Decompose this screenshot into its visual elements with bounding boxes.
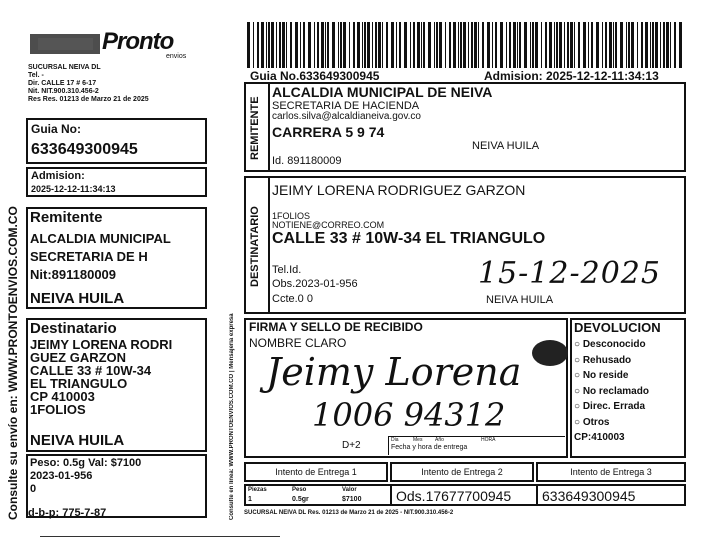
piezas-value: 1: [248, 496, 252, 503]
destinatario-line: JEIMY LORENA RODRI: [30, 337, 173, 352]
barcode-bar: [353, 22, 355, 68]
barcode-bar: [372, 22, 373, 68]
barcode-bar: [327, 22, 329, 68]
barcode-bar: [421, 22, 422, 68]
barcode-bar: [517, 22, 518, 68]
barcode-bar: [674, 22, 676, 68]
barcode-bar: [637, 22, 638, 68]
remitente-id: Id. 891180009: [272, 155, 342, 167]
barcode-bar: [463, 22, 466, 68]
handwritten-date: 15-12-2025: [478, 256, 661, 291]
barcode-bar: [271, 22, 274, 68]
barcode: [245, 22, 685, 70]
barcode-bar: [583, 22, 586, 68]
footer-note: SUCURSAL NEIVA DL Res. 01213 de Marzo 21 de 2025 - NIT.900.310.456-2: [244, 510, 454, 516]
barcode-bar: [317, 22, 319, 68]
barcode-bar: [300, 22, 301, 68]
firma-title: FIRMA Y SELLO DE RECIBIDO: [249, 320, 423, 334]
barcode-bar: [626, 22, 627, 68]
barcode-bar: [532, 22, 534, 68]
barcode-bar: [554, 22, 555, 68]
barcode-bar: [247, 22, 250, 68]
barcode-bar: [391, 22, 394, 68]
destinatario-city: NEIVA HUILA: [486, 294, 554, 306]
valor-value: $7100: [342, 496, 362, 503]
remitente-dept: SECRETARIA DE HACIENDA: [272, 100, 420, 112]
guia-box: [26, 118, 207, 164]
barcode-bar: [340, 22, 342, 68]
barcode-bar: [487, 22, 490, 68]
barcode-bar: [613, 22, 614, 68]
destinatario-line: 1FOLIOS: [30, 402, 86, 417]
barcode-bar: [609, 22, 612, 68]
nombre-claro-label: NOMBRE CLARO: [249, 336, 347, 350]
destinatario-line: CALLE 33 # 10W-34: [30, 363, 152, 378]
barcode-bar: [478, 22, 479, 68]
barcode-bar: [338, 22, 339, 68]
devolucion-option[interactable]: [574, 399, 649, 415]
destinatario-line: EL TRIANGULO: [30, 376, 128, 391]
bottom-row: [244, 484, 686, 506]
guia-label: Guia No:: [31, 122, 81, 136]
branch-line: SUCURSAL NEIVA DL: [28, 64, 101, 71]
barcode-bar: [458, 22, 459, 68]
guia-header: Guia No.633649300945: [250, 69, 380, 83]
barcode-bar: [314, 22, 315, 68]
barcode-bar: [524, 22, 527, 68]
remitente-address: CARRERA 5 9 74: [272, 124, 385, 140]
fecha-line: 2023-01-956: [30, 470, 93, 482]
company-logo: [30, 30, 205, 58]
signature: Jeimy Lorena: [266, 350, 522, 394]
remitente-name: ALCALDIA MUNICIPAL DE NEIVA: [272, 84, 493, 100]
barcode-bar: [620, 22, 623, 68]
remitente-line: SECRETARIA DE H: [30, 249, 148, 264]
guia-number: 633649300945: [31, 141, 138, 158]
peso-value: 0.5gr: [292, 496, 309, 503]
barcode-bar: [349, 22, 350, 68]
fecha-entrega-label: Fecha y hora de entrega: [391, 444, 468, 451]
intento-3: Intento de Entrega 3: [536, 462, 686, 482]
barcode-bar: [655, 22, 658, 68]
barcode-bar: [559, 22, 562, 68]
barcode-bar: [428, 22, 431, 68]
fecha-entrega-box: [388, 436, 565, 455]
barcode-bar: [399, 22, 401, 68]
radio-circle-icon: ○: [574, 385, 583, 397]
barcode-bar: [434, 22, 435, 68]
devolucion-option[interactable]: [574, 368, 649, 384]
destinatario-line: CP 410003: [30, 389, 95, 404]
option-label: Direc. Errada: [582, 401, 646, 412]
option-label: Otros: [582, 416, 610, 428]
destinatario-email: NOTIENE@CORREO.COM: [272, 220, 385, 230]
barcode-bar: [628, 22, 630, 68]
barcode-bar: [261, 22, 264, 68]
barcode-bar: [605, 22, 607, 68]
barcode-bar: [495, 22, 497, 68]
barcode-bar: [570, 22, 573, 68]
barcode-bar: [367, 22, 370, 68]
destinatario-side-label: DESTINATARIO: [249, 206, 261, 288]
barcode-bar: [663, 22, 665, 68]
barcode-bar: [468, 22, 469, 68]
logo-subtext: envios: [166, 53, 187, 60]
peso-line: Peso: 0.5g Val: $7100: [30, 457, 142, 469]
admision-label: Admision:: [31, 170, 85, 182]
barcode-bar: [482, 22, 484, 68]
barcode-bar: [519, 22, 521, 68]
piezas-label: Piezas: [248, 487, 267, 493]
ods-number: Ods.17677700945: [396, 488, 512, 504]
remitente-email: carlos.silva@alcaldianeiva.gov.co: [272, 111, 421, 122]
barcode-bar: [396, 22, 397, 68]
destinatario-city: NEIVA HUILA: [30, 432, 125, 449]
barcode-bar: [282, 22, 285, 68]
barcode-bar: [332, 22, 335, 68]
barcode-bar: [541, 22, 542, 68]
branch-line: Nit. NIT.900.310.456-2: [28, 88, 99, 95]
barcode-bar: [535, 22, 538, 68]
barcode-bar: [410, 22, 411, 68]
barcode-graphic: [245, 22, 685, 70]
option-label: No reclamado: [582, 385, 649, 397]
devolucion-option[interactable]: [574, 415, 649, 431]
barcode-bar: [652, 22, 654, 68]
vertical-tracking-note: Consulte su envío en: WWW.PRONTOENVIOS.COM.CO: [6, 206, 20, 520]
devolucion-option[interactable]: [574, 353, 649, 369]
admision-box: [26, 167, 207, 197]
barcode-bar: [357, 22, 360, 68]
barcode-bar: [567, 22, 569, 68]
barcode-bar: [591, 22, 593, 68]
devolucion-option[interactable]: [574, 337, 649, 353]
dd-label: Mes: [413, 437, 423, 443]
barcode-bar: [413, 22, 415, 68]
barcode-bar: [382, 22, 383, 68]
destinatario-obs: Obs.2023-01-956: [272, 278, 358, 290]
peso-label: Peso: [292, 487, 307, 493]
barcode-bar: [362, 22, 363, 68]
barcode-bar: [564, 22, 565, 68]
barcode-bar: [439, 22, 442, 68]
barcode-bar: [500, 22, 503, 68]
barcode-bar: [545, 22, 547, 68]
barcode-bar: [631, 22, 634, 68]
destinatario-title: Destinatario: [30, 320, 117, 337]
middle-vertical-note: Consulte en línea: WWW.PRONTOENVIOS.COM.CO | Mensajería expresa: [229, 313, 235, 520]
barcode-bar: [375, 22, 377, 68]
handwritten-id: 1006 94312: [312, 396, 506, 434]
barcode-bar: [308, 22, 311, 68]
barcode-bar: [445, 22, 446, 68]
barcode-bar: [509, 22, 511, 68]
branch-line: Res Res. 01213 de Marzo 21 de 2025: [28, 96, 149, 103]
radio-circle-icon: ○: [574, 416, 583, 428]
barcode-bar: [404, 22, 407, 68]
option-label: Rehusado: [582, 354, 632, 366]
remitente-line: ALCALDIA MUNICIPAL: [30, 231, 171, 246]
barcode-bar: [650, 22, 651, 68]
barcode-bar: [423, 22, 425, 68]
barcode-bar: [666, 22, 669, 68]
radio-circle-icon: ○: [574, 354, 583, 366]
devolucion-title: DEVOLUCION: [574, 320, 661, 335]
barcode-bar: [449, 22, 451, 68]
zero-line: 0: [30, 483, 37, 495]
radio-circle-icon: ○: [574, 370, 583, 381]
radio-circle-icon: ○: [574, 401, 583, 412]
barcode-bar: [453, 22, 456, 68]
barcode-bar: [266, 22, 267, 68]
option-label: Desconocido: [582, 339, 646, 350]
barcode-bar: [364, 22, 366, 68]
barcode-bar: [530, 22, 531, 68]
intentos-row: [244, 462, 686, 482]
barcode-bar: [268, 22, 270, 68]
logo-text: Pronto: [102, 28, 174, 55]
remitente-title: Remitente: [30, 209, 103, 226]
barcode-bar: [596, 22, 599, 68]
barcode-bar: [506, 22, 507, 68]
barcode-bar: [321, 22, 324, 68]
barcode-bar: [474, 22, 477, 68]
remitente-city: NEIVA HUILA: [472, 140, 540, 152]
bottom-guia: 633649300945: [542, 488, 636, 504]
intento-1: Intento de Entrega 1: [244, 462, 388, 482]
barcode-bar: [290, 22, 292, 68]
barcode-bar: [615, 22, 617, 68]
barcode-bar: [436, 22, 438, 68]
remitente-line: Nit:891180009: [30, 267, 117, 282]
barcode-bar: [386, 22, 388, 68]
destinatario-section: [244, 176, 686, 314]
barcode-bar: [645, 22, 648, 68]
branch-line: Dir. CALLE 17 # 6-17: [28, 80, 97, 87]
radio-circle-icon: ○: [574, 339, 583, 350]
destinatario-tel: Tel.Id.: [272, 264, 302, 276]
devolucion-cp: CP:410003: [574, 432, 625, 443]
destinatario-ccte: Ccte.0 0: [272, 293, 313, 305]
devolucion-options: [574, 337, 649, 446]
admision-value: 2025-12-12-11:34:13: [31, 184, 116, 194]
barcode-bar: [660, 22, 661, 68]
destinatario-address: CALLE 33 # 10W-34 EL TRIANGULO: [272, 230, 546, 247]
branch-line: Tel. -: [28, 72, 44, 79]
remitente-city: NEIVA HUILA: [30, 290, 125, 307]
barcode-bar: [279, 22, 281, 68]
barcode-bar: [286, 22, 287, 68]
barcode-bar: [549, 22, 552, 68]
barcode-bar: [257, 22, 259, 68]
barcode-bar: [679, 22, 682, 68]
barcode-bar: [602, 22, 603, 68]
dd-label: Dia: [391, 437, 399, 443]
code-line: d-b-p: 775-7-87: [28, 507, 107, 519]
firma-section: [244, 318, 568, 458]
destinatario-box: [26, 318, 207, 452]
intento-2: Intento de Entrega 2: [390, 462, 534, 482]
remitente-box: [26, 207, 207, 309]
remitente-section: [244, 82, 686, 172]
admision-header: Admision: 2025-12-12-11:34:13: [484, 69, 659, 83]
barcode-bar: [295, 22, 298, 68]
barcode-bar: [513, 22, 516, 68]
option-label: No reside: [582, 370, 629, 381]
barcode-bar: [574, 22, 575, 68]
barcode-bar: [460, 22, 462, 68]
barcode-bar: [471, 22, 473, 68]
remitente-side-label: REMITENTE: [249, 96, 261, 160]
barcode-bar: [556, 22, 558, 68]
barcode-bar: [378, 22, 381, 68]
barcode-bar: [588, 22, 589, 68]
valor-label: Valor: [342, 487, 357, 493]
devolucion-option[interactable]: [574, 384, 649, 400]
bottom-rule: [40, 536, 280, 537]
barcode-bar: [325, 22, 326, 68]
dd-label: Año: [435, 437, 444, 443]
dd-label: HORA: [481, 437, 496, 443]
barcode-bar: [303, 22, 305, 68]
devolucion-section: [570, 318, 686, 458]
barcode-bar: [276, 22, 277, 68]
barcode-bar: [641, 22, 643, 68]
barcode-bar: [253, 22, 254, 68]
stamp-blot: [532, 340, 568, 366]
destinatario-name: JEIMY LORENA RODRIGUEZ GARZON: [272, 182, 526, 198]
destinatario-line: GUEZ GARZON: [30, 350, 127, 365]
barcode-bar: [578, 22, 580, 68]
barcode-bar: [417, 22, 420, 68]
branch-info: [28, 64, 208, 104]
barcode-bar: [492, 22, 493, 68]
barcode-bar: [343, 22, 346, 68]
barcode-bar: [670, 22, 671, 68]
destinatario-folios: 1FOLIOS: [272, 211, 311, 221]
d2-label: D+2: [342, 440, 361, 451]
